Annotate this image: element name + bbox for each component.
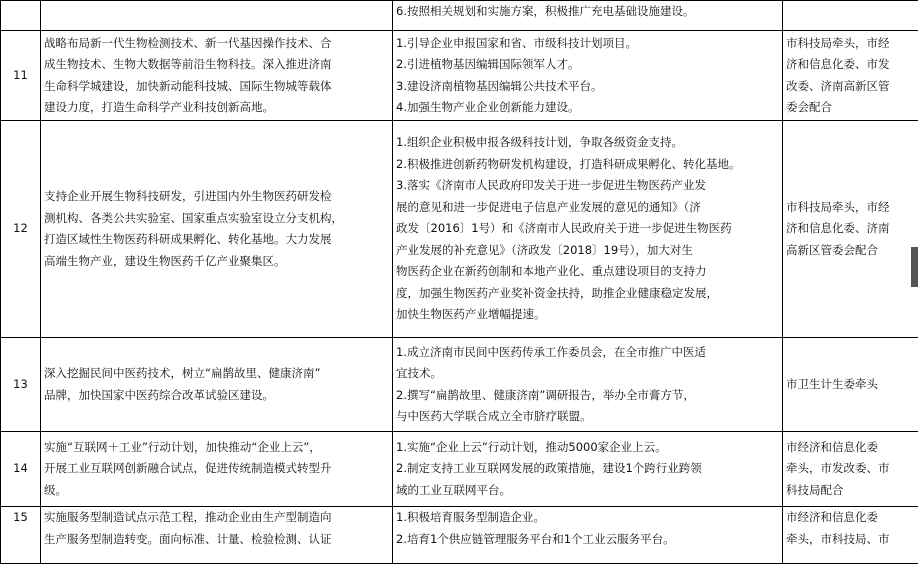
measure-line: 6.按照相关规划和实施方案，积极推广充电基础设施建设。 xyxy=(396,1,779,23)
row-number: 14 xyxy=(13,461,28,475)
task-cell xyxy=(41,121,393,338)
responsible-cell xyxy=(783,121,918,338)
measures-cell xyxy=(393,31,783,121)
measures-cell xyxy=(393,121,783,338)
task-cell xyxy=(41,31,393,121)
measure-line: 4.加强生物产业企业创新能力建设。 xyxy=(396,97,779,119)
measure-line: 1.成立济南市民间中医药传承工作委员会，在全市推广中医适 xyxy=(396,342,779,364)
responsible-cell xyxy=(783,1,918,31)
measure-line: 与中医药大学联合成立全市脐疗联盟。 xyxy=(396,406,779,428)
responsible-line: 科技局配合 xyxy=(786,480,915,502)
task-line: 生命科学城建设，加快新动能科技城、国际生物城等载体 xyxy=(44,76,389,98)
measures-cell xyxy=(393,432,783,507)
task-line: 深入挖掘民间中医药技术，树立“扁鹊故里、健康济南” xyxy=(44,363,389,385)
task-line: 级。 xyxy=(44,480,389,502)
measure-line: 1.实施“企业上云”行动计划，推动5000家企业上云。 xyxy=(396,437,779,459)
row-number-cell xyxy=(1,507,41,564)
responsible-line: 改委、济南高新区管 xyxy=(786,76,915,98)
task-line: 支持企业开展生物科技研发，引进国内外生物医药研发检 xyxy=(44,186,389,208)
measure-line: 2.引进植物基因编辑国际领军人才。 xyxy=(396,54,779,76)
measure-line: 3.建设济南植物基因编辑公共技术平台。 xyxy=(396,76,779,98)
measure-line: 2.制定支持工业互联网发展的政策措施，建设1个跨行业跨领 xyxy=(396,458,779,480)
measure-line: 加快生物医药产业增幅提速。 xyxy=(396,304,779,326)
responsible-cell xyxy=(783,31,918,121)
responsible-cell xyxy=(783,432,918,507)
row-number: 15 xyxy=(13,510,28,524)
responsible-line: 高新区管委会配合 xyxy=(786,240,915,262)
task-table-body xyxy=(1,1,918,564)
measures-cell xyxy=(393,1,783,31)
task-cell xyxy=(41,432,393,507)
measure-line: 1.积极培育服务型制造企业。 xyxy=(396,507,779,529)
row-number-cell xyxy=(1,338,41,432)
responsible-line: 委会配合 xyxy=(786,97,915,119)
measure-line: 展的意见和进一步促进电子信息产业发展的意见的通知》（济 xyxy=(396,197,779,219)
table-row xyxy=(1,432,918,507)
table-row xyxy=(1,507,918,564)
table-row xyxy=(1,121,918,338)
measure-line: 域的工业互联网平台。 xyxy=(396,480,779,502)
responsible-line: 济和信息化委、市发 xyxy=(786,54,915,76)
responsible-line: 牵头，市科技局、市 xyxy=(786,529,915,551)
task-cell xyxy=(41,507,393,564)
table-row xyxy=(1,1,918,31)
row-number-cell xyxy=(1,1,41,31)
measure-line: 政发〔2016〕1号）和《济南市人民政府关于进一步促进生物医药 xyxy=(396,218,779,240)
measure-line: 产业发展的补充意见》（济政发〔2018〕19号），加大对生 xyxy=(396,240,779,262)
page-edge-mark xyxy=(911,247,918,287)
row-number-cell xyxy=(1,31,41,121)
task-cell xyxy=(41,338,393,432)
task-line: 品牌，加快国家中医药综合改革试验区建设。 xyxy=(44,385,389,407)
responsible-cell xyxy=(783,507,918,564)
table-row xyxy=(1,31,918,121)
task-line: 生产服务型制造转变。面向标准、计量、检验检测、认证 xyxy=(44,529,389,551)
responsible-line: 市科技局牵头，市经 xyxy=(786,197,915,219)
task-line: 测机构、各类公共实验室、国家重点实验室设立分支机构， xyxy=(44,208,389,230)
task-cell xyxy=(41,1,393,31)
measures-cell xyxy=(393,338,783,432)
task-line: 实施“互联网＋工业”行动计划，加快推动“企业上云”， xyxy=(44,437,389,459)
responsible-cell xyxy=(783,338,918,432)
measures-cell xyxy=(393,507,783,564)
measure-line: 2.积极推进创新药物研发机构建设，打造科研成果孵化、转化基地。 xyxy=(396,154,779,176)
task-line: 实施服务型制造试点示范工程，推动企业由生产型制造向 xyxy=(44,507,389,529)
measure-line: 物医药企业在新药创制和本地产业化、重点建设项目的支持力 xyxy=(396,261,779,283)
task-line: 开展工业互联网创新融合试点，促进传统制造模式转型升 xyxy=(44,458,389,480)
measure-line: 度，加强生物医药产业奖补资金扶持，助推企业健康稳定发展， xyxy=(396,283,779,305)
task-line: 建设力度，打造生命科学产业科技创新高地。 xyxy=(44,97,389,119)
measure-line: 2.培育1个供应链管理服务平台和1个工业云服务平台。 xyxy=(396,529,779,551)
row-number: 11 xyxy=(13,68,28,82)
row-number: 13 xyxy=(13,377,28,391)
responsible-line: 市科技局牵头，市经 xyxy=(786,33,915,55)
responsible-line: 市卫生计生委牵头 xyxy=(786,374,915,396)
responsible-line: 牵头，市发改委、市 xyxy=(786,458,915,480)
responsible-line: 市经济和信息化委 xyxy=(786,507,915,529)
measure-line: 宜技术。 xyxy=(396,363,779,385)
measure-line: 3.落实《济南市人民政府印发关于进一步促进生物医药产业发 xyxy=(396,175,779,197)
table-row xyxy=(1,338,918,432)
task-line: 战略布局新一代生物检测技术、新一代基因操作技术、合 xyxy=(44,33,389,55)
row-number-cell xyxy=(1,432,41,507)
task-line: 成生物技术、生物大数据等前沿生物科技。深入推进济南 xyxy=(44,54,389,76)
task-line: 打造区域性生物医药科研成果孵化、转化基地。大力发展 xyxy=(44,229,389,251)
responsible-line: 市经济和信息化委 xyxy=(786,437,915,459)
task-line: 高端生物产业，建设生物医药千亿产业聚集区。 xyxy=(44,251,389,273)
measure-line: 2.撰写“扁鹊故里、健康济南”调研报告，举办全市膏方节， xyxy=(396,385,779,407)
measure-line: 1.引导企业申报国家和省、市级科技计划项目。 xyxy=(396,33,779,55)
responsible-line: 济和信息化委、济南 xyxy=(786,218,915,240)
row-number-cell xyxy=(1,121,41,338)
measure-line: 1.组织企业积极申报各级科技计划，争取各级资金支持。 xyxy=(396,132,779,154)
row-number: 12 xyxy=(13,221,28,235)
